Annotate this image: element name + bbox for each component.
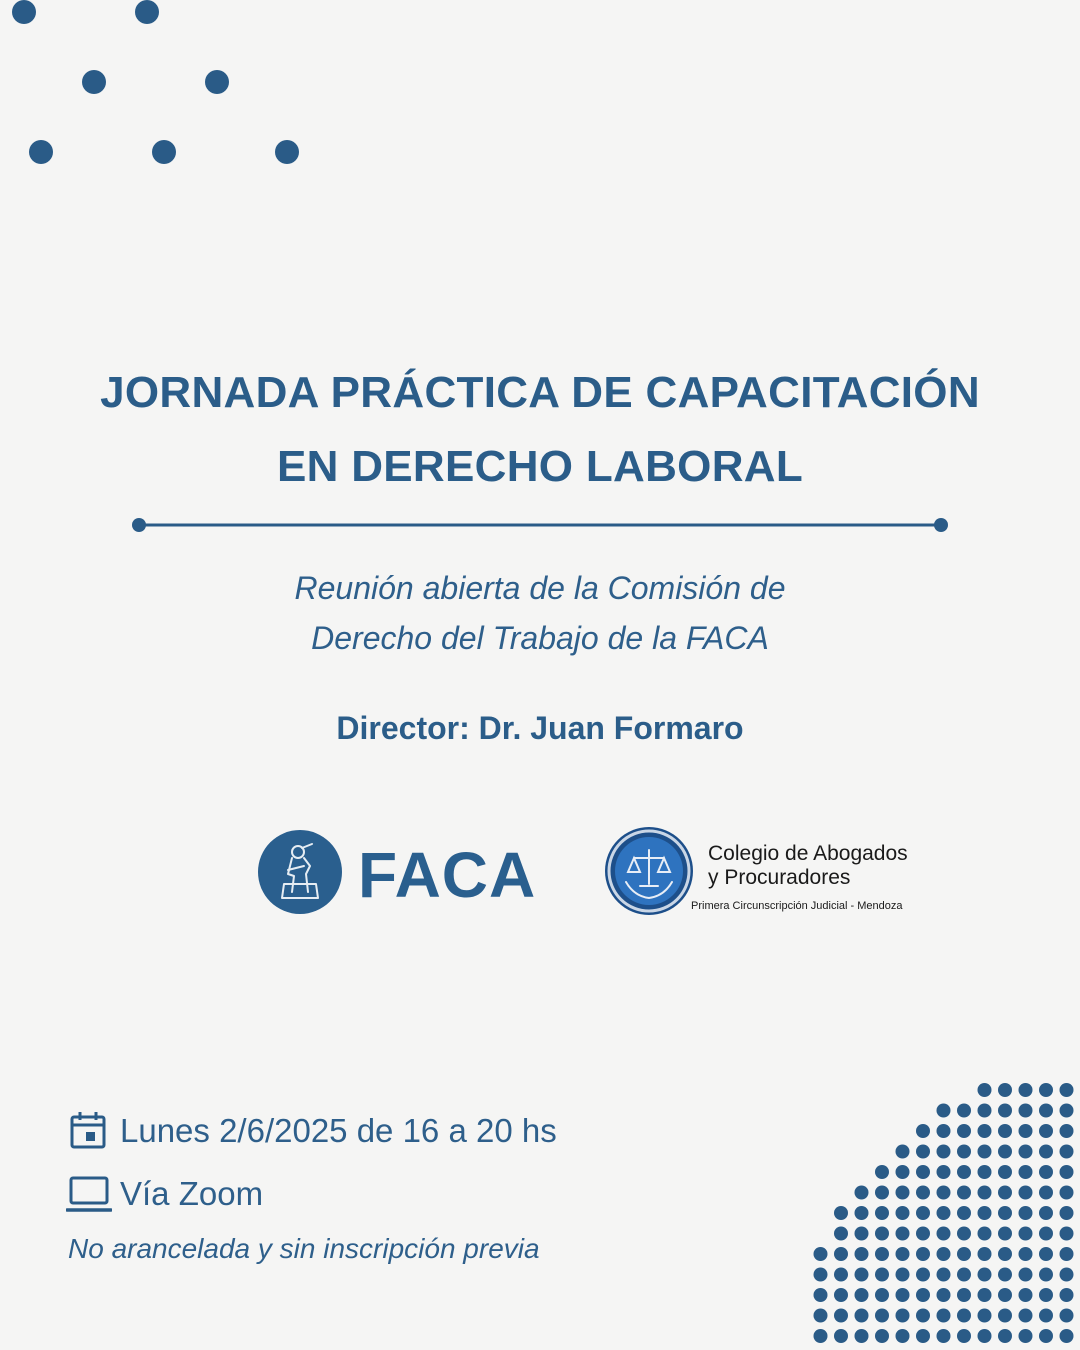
- event-note: No arancelada y sin inscripción previa: [68, 1233, 540, 1264]
- decorative-dots-top-left: [0, 0, 320, 180]
- colegio-seal-icon: [604, 826, 694, 916]
- faca-logo-text: FACA: [358, 839, 537, 911]
- event-platform: Vía Zoom: [120, 1175, 264, 1212]
- colegio-name-line-3: Primera Circunscripción Judicial - Mendoza: [691, 900, 903, 912]
- colegio-name-line-1: Colegio de Abogados: [708, 842, 908, 865]
- subtitle-line-2: Derecho del Trabajo de la FACA: [311, 620, 769, 656]
- colegio-name-line-2: y Procuradores: [708, 866, 851, 889]
- director-name: Director: Dr. Juan Formaro: [336, 710, 744, 746]
- title-line-1: JORNADA PRÁCTICA DE CAPACITACIÓN: [100, 368, 980, 417]
- calendar-icon: [68, 1110, 108, 1150]
- faca-emblem-icon: [258, 830, 342, 914]
- title-line-2: EN DERECHO LABORAL: [276, 442, 804, 491]
- laptop-icon: [66, 1174, 112, 1214]
- subtitle-line-1: Reunión abierta de la Comisión de: [294, 570, 786, 606]
- title-divider: [128, 514, 952, 536]
- event-date: Lunes 2/6/2025 de 16 a 20 hs: [120, 1112, 557, 1149]
